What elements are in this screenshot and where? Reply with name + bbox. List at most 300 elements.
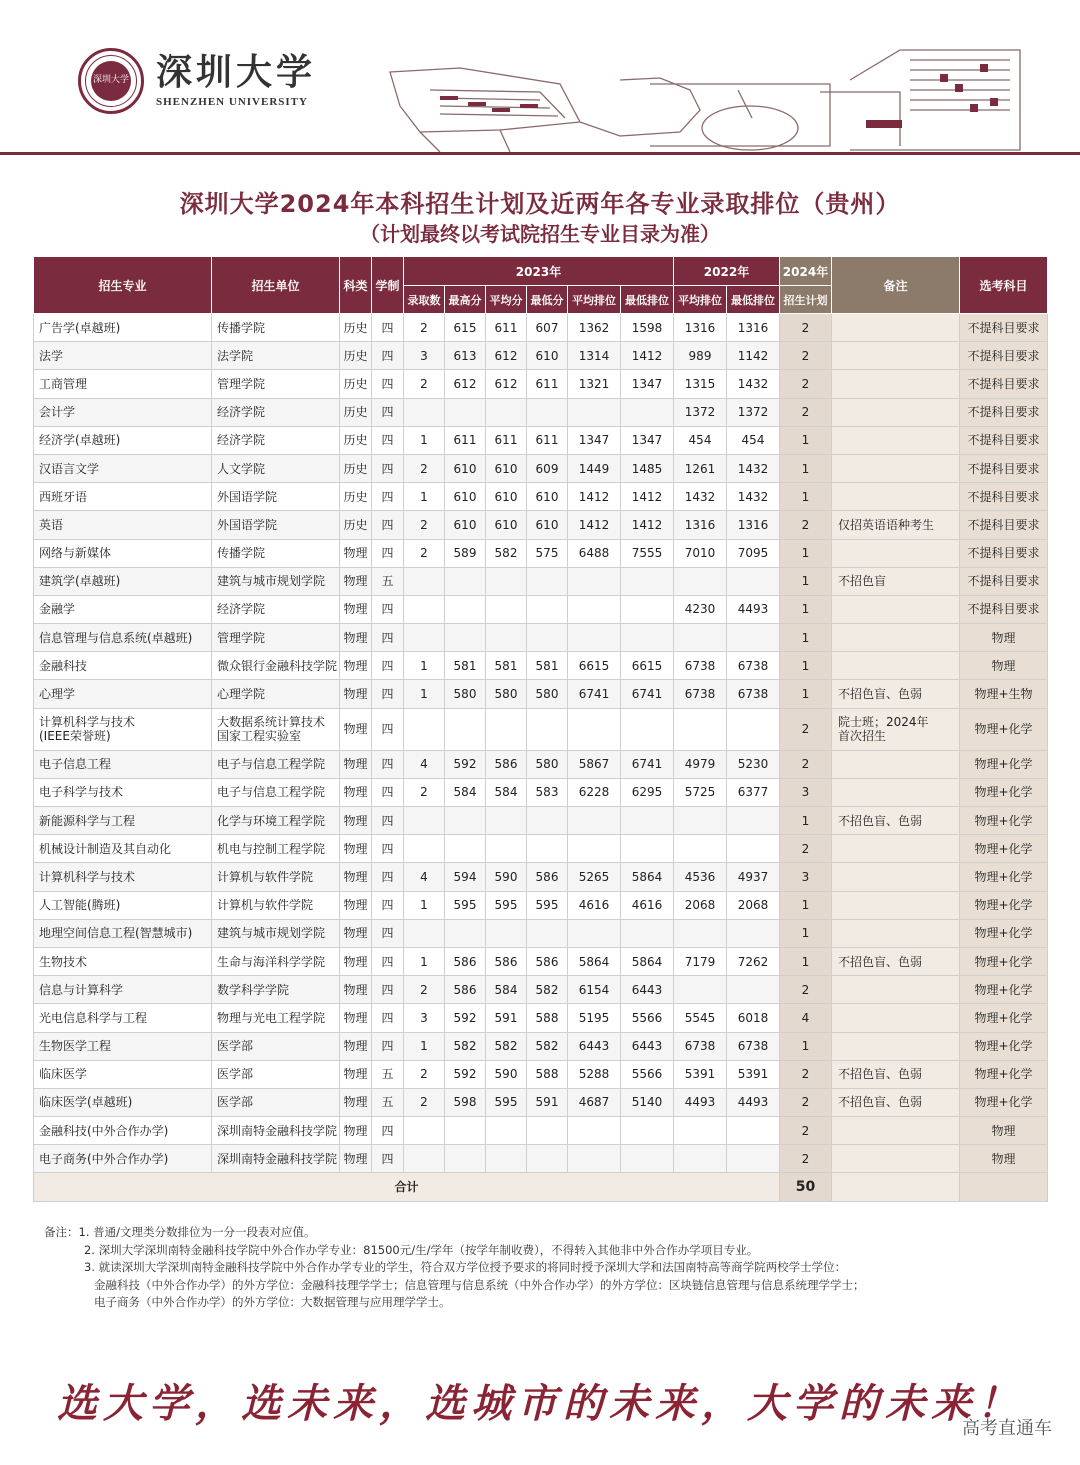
table-cell: 外国语学院 xyxy=(212,511,340,539)
table-cell xyxy=(568,567,621,595)
table-cell xyxy=(404,567,445,595)
table-cell: 物理+化学 xyxy=(960,919,1048,947)
table-cell: 580 xyxy=(527,680,568,708)
table-cell: 物理 xyxy=(960,1117,1048,1145)
table-cell xyxy=(404,708,445,750)
table-cell: 1 xyxy=(404,891,445,919)
table-row xyxy=(34,1088,1048,1116)
table-cell: 592 xyxy=(445,1004,486,1032)
table-cell: 610 xyxy=(445,483,486,511)
table-cell: 物理 xyxy=(340,750,372,778)
table-cell: 不提科目要求 xyxy=(960,426,1048,454)
table-cell xyxy=(568,624,621,652)
table-cell: 595 xyxy=(527,891,568,919)
table-cell xyxy=(832,976,960,1004)
table-cell: 1432 xyxy=(727,454,780,482)
table-cell: 新能源科学与工程 xyxy=(34,807,212,835)
table-cell xyxy=(404,919,445,947)
table-cell: 2 xyxy=(404,1088,445,1116)
table-cell xyxy=(404,807,445,835)
table-cell: 1412 xyxy=(621,511,674,539)
table-cell xyxy=(832,919,960,947)
table-cell: 580 xyxy=(445,680,486,708)
table-row xyxy=(34,370,1048,398)
table-cell: 5864 xyxy=(621,863,674,891)
table-cell: 1412 xyxy=(568,511,621,539)
table-cell: 7262 xyxy=(727,947,780,975)
table-cell xyxy=(404,1117,445,1145)
table-cell: 临床医学 xyxy=(34,1060,212,1088)
table-cell: 历史 xyxy=(340,314,372,342)
subheader-max: 最高分 xyxy=(445,286,486,314)
header-type: 科类 xyxy=(340,257,372,314)
table-cell: 1412 xyxy=(621,342,674,370)
table-cell xyxy=(486,398,527,426)
table-cell: 582 xyxy=(527,976,568,1004)
header-2023: 2023年 xyxy=(404,257,674,286)
table-cell xyxy=(445,624,486,652)
table-cell: 592 xyxy=(445,1060,486,1088)
table-cell: 611 xyxy=(527,370,568,398)
table-cell: 3 xyxy=(780,778,832,806)
table-cell xyxy=(404,595,445,623)
table-cell: 四 xyxy=(372,1004,404,1032)
table-cell: 物理 xyxy=(340,947,372,975)
table-cell xyxy=(568,398,621,426)
table-row xyxy=(34,567,1048,595)
table-cell: 610 xyxy=(527,483,568,511)
subheader-avg: 平均分 xyxy=(486,286,527,314)
table-cell: 人文学院 xyxy=(212,454,340,482)
table-cell: 6018 xyxy=(727,1004,780,1032)
table-cell: 电子与信息工程学院 xyxy=(212,778,340,806)
table-cell xyxy=(527,1145,568,1173)
table-row xyxy=(34,680,1048,708)
table-cell: 1432 xyxy=(727,370,780,398)
table-row xyxy=(34,1117,1048,1145)
table-cell: 5867 xyxy=(568,750,621,778)
table-cell: 2 xyxy=(780,1060,832,1088)
table-cell: 物理+化学 xyxy=(960,750,1048,778)
table-cell: 7010 xyxy=(674,539,727,567)
table-cell: 6443 xyxy=(621,976,674,1004)
table-cell xyxy=(445,398,486,426)
table-cell: 6738 xyxy=(674,680,727,708)
table-cell: 1432 xyxy=(727,483,780,511)
table-cell xyxy=(832,863,960,891)
table-cell xyxy=(727,1145,780,1173)
table-cell: 不提科目要求 xyxy=(960,483,1048,511)
table-cell xyxy=(445,1117,486,1145)
table-cell: 5864 xyxy=(621,947,674,975)
table-cell: 不提科目要求 xyxy=(960,370,1048,398)
table-cell: 不提科目要求 xyxy=(960,454,1048,482)
table-cell: 物理 xyxy=(340,1060,372,1088)
table-cell: 传播学院 xyxy=(212,539,340,567)
table-cell: 3 xyxy=(404,342,445,370)
table-cell: 外国语学院 xyxy=(212,483,340,511)
table-cell: 历史 xyxy=(340,511,372,539)
table-cell: 581 xyxy=(527,652,568,680)
table-cell: 611 xyxy=(527,426,568,454)
table-row xyxy=(34,483,1048,511)
table-row xyxy=(34,511,1048,539)
table-cell: 电子信息工程 xyxy=(34,750,212,778)
table-cell: 计算机与软件学院 xyxy=(212,891,340,919)
table-cell: 金融学 xyxy=(34,595,212,623)
table-cell xyxy=(727,708,780,750)
table-row xyxy=(34,1032,1048,1060)
table-cell: 4979 xyxy=(674,750,727,778)
table-cell: 物理+化学 xyxy=(960,708,1048,750)
table-cell: 586 xyxy=(445,976,486,1004)
table-cell: 四 xyxy=(372,511,404,539)
table-cell: 1485 xyxy=(621,454,674,482)
table-cell xyxy=(568,835,621,863)
table-cell: 机电与控制工程学院 xyxy=(212,835,340,863)
table-cell: 信息与计算科学 xyxy=(34,976,212,1004)
table-cell: 6738 xyxy=(674,652,727,680)
table-cell: 四 xyxy=(372,398,404,426)
table-row xyxy=(34,1060,1048,1088)
table-cell: 物理+生物 xyxy=(960,680,1048,708)
table-cell: 610 xyxy=(486,511,527,539)
table-row xyxy=(34,314,1048,342)
table-cell: 584 xyxy=(445,778,486,806)
total-label: 合计 xyxy=(34,1173,780,1202)
table-cell: 2 xyxy=(404,1060,445,1088)
table-cell: 1412 xyxy=(621,483,674,511)
table-cell: 5391 xyxy=(674,1060,727,1088)
table-row xyxy=(34,947,1048,975)
table-cell: 不提科目要求 xyxy=(960,511,1048,539)
table-cell xyxy=(486,708,527,750)
table-cell xyxy=(404,398,445,426)
note-3b: 电子商务（中外合作办学）的外方学位：大数据管理与应用理学学士。 xyxy=(94,1295,451,1309)
subheader-admit: 录取数 xyxy=(404,286,445,314)
table-cell: 历史 xyxy=(340,398,372,426)
table-cell: 电子与信息工程学院 xyxy=(212,750,340,778)
table-cell xyxy=(832,778,960,806)
table-cell: 6738 xyxy=(674,1032,727,1060)
table-cell: 6615 xyxy=(568,652,621,680)
table-cell: 1 xyxy=(780,1032,832,1060)
table-cell: 五 xyxy=(372,1060,404,1088)
logo-name-en: SHENZHEN UNIVERSITY xyxy=(156,96,308,108)
header-years: 学制 xyxy=(372,257,404,314)
table-cell: 四 xyxy=(372,652,404,680)
table-cell: 7095 xyxy=(727,539,780,567)
table-row xyxy=(34,652,1048,680)
table-cell: 不提科目要求 xyxy=(960,567,1048,595)
table-cell: 五 xyxy=(372,1088,404,1116)
table-cell: 四 xyxy=(372,426,404,454)
table-cell xyxy=(832,1004,960,1032)
table-cell: 医学部 xyxy=(212,1088,340,1116)
table-cell xyxy=(621,835,674,863)
table-cell: 592 xyxy=(445,750,486,778)
table-cell: 1 xyxy=(404,680,445,708)
table-cell: 595 xyxy=(445,891,486,919)
table-cell xyxy=(568,708,621,750)
table-cell: 6488 xyxy=(568,539,621,567)
table-cell: 经济学院 xyxy=(212,398,340,426)
table-cell xyxy=(486,807,527,835)
table-cell xyxy=(832,454,960,482)
table-cell xyxy=(486,1145,527,1173)
table-cell: 5566 xyxy=(621,1004,674,1032)
table-cell: 586 xyxy=(445,947,486,975)
table-cell: 大数据系统计算技术 国家工程实验室 xyxy=(212,708,340,750)
table-cell: 临床医学(卓越班) xyxy=(34,1088,212,1116)
table-cell xyxy=(621,807,674,835)
table-cell xyxy=(727,624,780,652)
table-cell xyxy=(727,807,780,835)
table-cell: 四 xyxy=(372,708,404,750)
table-cell: 物理 xyxy=(340,976,372,1004)
table-cell xyxy=(445,567,486,595)
table-cell: 6154 xyxy=(568,976,621,1004)
table-cell: 不提科目要求 xyxy=(960,539,1048,567)
table-cell: 历史 xyxy=(340,483,372,511)
table-cell: 1315 xyxy=(674,370,727,398)
note-3a: 金融科技（中外合作办学）的外方学位：金融科技理学学士；信息管理与信息系统（中外合作办学）的外方学位：区块链信息管理与信息系统理学学士； xyxy=(94,1277,865,1292)
table-cell: 物理 xyxy=(340,595,372,623)
table-cell: 607 xyxy=(527,314,568,342)
table-cell: 594 xyxy=(445,863,486,891)
table-cell: 建筑与城市规划学院 xyxy=(212,567,340,595)
table-cell: 580 xyxy=(486,680,527,708)
table-cell xyxy=(832,314,960,342)
table-cell: 610 xyxy=(486,483,527,511)
table-cell: 1 xyxy=(404,426,445,454)
table-cell xyxy=(832,750,960,778)
table-cell xyxy=(832,370,960,398)
table-cell xyxy=(727,567,780,595)
table-cell: 汉语言文学 xyxy=(34,454,212,482)
table-row xyxy=(34,708,1048,750)
table-cell: 1261 xyxy=(674,454,727,482)
table-cell: 1347 xyxy=(568,426,621,454)
table-body xyxy=(34,314,1048,1173)
table-cell: 物理与光电工程学院 xyxy=(212,1004,340,1032)
table-cell: 3 xyxy=(780,863,832,891)
table-cell: 2 xyxy=(780,1145,832,1173)
table-cell: 五 xyxy=(372,567,404,595)
table-cell: 建筑与城市规划学院 xyxy=(212,919,340,947)
table-cell xyxy=(445,835,486,863)
table-cell: 不提科目要求 xyxy=(960,595,1048,623)
table-cell: 物理+化学 xyxy=(960,1032,1048,1060)
subheader-plan: 招生计划 xyxy=(780,286,832,314)
table-cell: 2 xyxy=(404,778,445,806)
table-cell: 物理 xyxy=(340,919,372,947)
table-cell: 589 xyxy=(445,539,486,567)
table-cell xyxy=(832,426,960,454)
table-cell: 6228 xyxy=(568,778,621,806)
table-cell: 物理 xyxy=(340,708,372,750)
table-cell: 不提科目要求 xyxy=(960,314,1048,342)
table-cell xyxy=(486,595,527,623)
table-cell: 2068 xyxy=(727,891,780,919)
table-cell: 4 xyxy=(404,863,445,891)
table-cell: 历史 xyxy=(340,370,372,398)
table-cell: 心理学院 xyxy=(212,680,340,708)
table-cell: 6741 xyxy=(568,680,621,708)
table-row xyxy=(34,891,1048,919)
seal-inner-text: 深圳大学 xyxy=(91,61,131,101)
table-cell: 历史 xyxy=(340,454,372,482)
table-cell: 光电信息科学与工程 xyxy=(34,1004,212,1032)
table-cell: 2 xyxy=(404,370,445,398)
table-cell: 1316 xyxy=(727,314,780,342)
table-cell: 物理 xyxy=(340,539,372,567)
table-cell: 613 xyxy=(445,342,486,370)
table-cell: 物理 xyxy=(340,891,372,919)
table-cell: 经济学(卓越班) xyxy=(34,426,212,454)
table-cell: 1347 xyxy=(621,426,674,454)
table-cell: 四 xyxy=(372,314,404,342)
table-cell: 历史 xyxy=(340,342,372,370)
note-3: 3. 就读深圳大学深圳南特金融科技学院中外合作办学专业的学生，符合双方学位授予要求的将同时授予深圳大学和法国南特高等商学院两校学士学位： xyxy=(84,1260,847,1274)
table-cell: 四 xyxy=(372,1117,404,1145)
table-cell: 物理 xyxy=(340,567,372,595)
table-cell: 1 xyxy=(780,891,832,919)
table-cell: 电子科学与技术 xyxy=(34,778,212,806)
table-cell: 5864 xyxy=(568,947,621,975)
table-cell: 1 xyxy=(780,652,832,680)
table-cell: 610 xyxy=(486,454,527,482)
table-cell: 1347 xyxy=(621,370,674,398)
table-cell: 四 xyxy=(372,750,404,778)
notes-section xyxy=(44,1224,865,1312)
table-cell xyxy=(568,595,621,623)
table-cell: 575 xyxy=(527,539,568,567)
table-cell: 610 xyxy=(527,511,568,539)
table-cell: 2068 xyxy=(674,891,727,919)
table-cell: 物理 xyxy=(340,807,372,835)
table-cell: 2 xyxy=(780,314,832,342)
table-cell xyxy=(527,624,568,652)
total-subject-cell xyxy=(960,1173,1048,1202)
table-cell: 584 xyxy=(486,976,527,1004)
table-cell: 医学部 xyxy=(212,1060,340,1088)
table-cell: 586 xyxy=(486,947,527,975)
table-cell: 595 xyxy=(486,1088,527,1116)
table-cell: 四 xyxy=(372,595,404,623)
table-cell: 6741 xyxy=(621,680,674,708)
table-cell: 物理+化学 xyxy=(960,863,1048,891)
table-cell: 物理+化学 xyxy=(960,1004,1048,1032)
table-cell: 计算机科学与技术 (IEEE荣誉班) xyxy=(34,708,212,750)
table-cell xyxy=(486,835,527,863)
table-cell: 5265 xyxy=(568,863,621,891)
table-cell: 7555 xyxy=(621,539,674,567)
table-cell: 4536 xyxy=(674,863,727,891)
table-cell xyxy=(404,835,445,863)
table-row xyxy=(34,863,1048,891)
table-cell xyxy=(621,398,674,426)
table-row xyxy=(34,1004,1048,1032)
table-cell xyxy=(527,807,568,835)
table-cell: 四 xyxy=(372,454,404,482)
table-cell: 物理 xyxy=(960,1145,1048,1173)
table-cell: 物理+化学 xyxy=(960,1088,1048,1116)
table-cell xyxy=(674,919,727,947)
header-2022: 2022年 xyxy=(674,257,780,286)
table-cell: 611 xyxy=(486,426,527,454)
table-cell: 四 xyxy=(372,680,404,708)
table-cell: 591 xyxy=(527,1088,568,1116)
table-cell: 1432 xyxy=(674,483,727,511)
header-major: 招生专业 xyxy=(34,257,212,314)
table-cell: 5566 xyxy=(621,1060,674,1088)
table-cell: 1372 xyxy=(727,398,780,426)
table-row xyxy=(34,807,1048,835)
table-cell: 1 xyxy=(404,652,445,680)
table-cell xyxy=(832,483,960,511)
table-cell: 4 xyxy=(780,1004,832,1032)
table-cell: 5288 xyxy=(568,1060,621,1088)
table-cell xyxy=(568,1145,621,1173)
table-cell: 四 xyxy=(372,863,404,891)
table-row xyxy=(34,778,1048,806)
table-cell: 四 xyxy=(372,778,404,806)
table-cell: 经济学院 xyxy=(212,595,340,623)
table-cell: 不提科目要求 xyxy=(960,342,1048,370)
table-cell: 591 xyxy=(486,1004,527,1032)
subheader-min: 最低分 xyxy=(527,286,568,314)
table-cell xyxy=(727,1117,780,1145)
table-cell xyxy=(445,1145,486,1173)
table-cell: 2 xyxy=(404,539,445,567)
table-cell: 609 xyxy=(527,454,568,482)
table-row xyxy=(34,835,1048,863)
table-cell: 1 xyxy=(780,426,832,454)
table-cell: 1 xyxy=(780,567,832,595)
table-cell: 物理+化学 xyxy=(960,947,1048,975)
table-row xyxy=(34,398,1048,426)
table-row xyxy=(34,426,1048,454)
table-cell: 5725 xyxy=(674,778,727,806)
table-cell xyxy=(832,891,960,919)
table-cell: 物理 xyxy=(340,624,372,652)
table-cell: 物理 xyxy=(960,652,1048,680)
table-cell: 物理+化学 xyxy=(960,807,1048,835)
table-cell: 物理 xyxy=(340,835,372,863)
table-cell xyxy=(674,567,727,595)
note-2: 2. 深圳大学深圳南特金融科技学院中外合作办学专业：81500元/生/学年（按学年制收费），不得转入其他非中外合作办学项目专业。 xyxy=(84,1242,759,1257)
table-cell: 不招色盲、色弱 xyxy=(832,1060,960,1088)
table-cell: 金融科技(中外合作办学) xyxy=(34,1117,212,1145)
table-cell xyxy=(527,398,568,426)
table-cell: 5391 xyxy=(727,1060,780,1088)
table-cell: 物理 xyxy=(340,778,372,806)
table-cell xyxy=(832,1117,960,1145)
table-cell: 金融科技 xyxy=(34,652,212,680)
table-cell: 583 xyxy=(527,778,568,806)
table-cell: 1 xyxy=(780,595,832,623)
table-cell: 2 xyxy=(780,398,832,426)
table-cell: 2 xyxy=(780,1088,832,1116)
table-cell: 四 xyxy=(372,539,404,567)
table-cell: 四 xyxy=(372,919,404,947)
notes-label: 备注： xyxy=(44,1225,79,1239)
table-cell: 深圳南特金融科技学院 xyxy=(212,1117,340,1145)
table-cell xyxy=(674,835,727,863)
table-cell xyxy=(674,976,727,1004)
university-logo[interactable] xyxy=(78,48,316,114)
